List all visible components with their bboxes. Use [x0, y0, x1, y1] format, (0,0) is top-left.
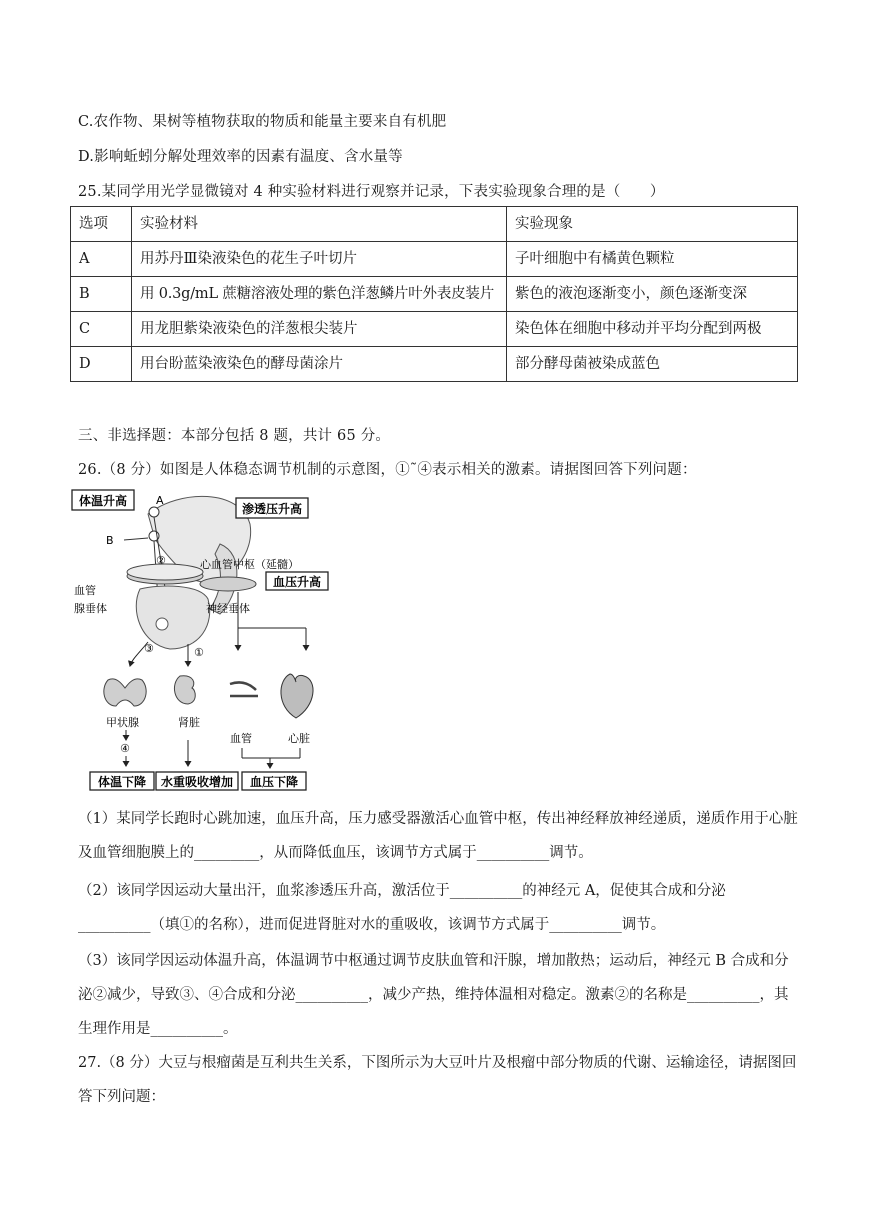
kidney-shape — [174, 676, 195, 704]
row-a-phenomenon: 子叶细胞中有橘黄色颗粒 — [507, 242, 798, 277]
row-c-phenomenon: 染色体在细胞中移动并平均分配到两极 — [507, 312, 798, 347]
option-c-text: C.农作物、果树等植物获取的物质和能量主要来自有机肥 — [78, 114, 447, 130]
row-a-option: A — [71, 242, 132, 277]
table-header-row — [71, 207, 798, 242]
homeostasis-diagram — [70, 484, 332, 794]
label-num2: ② — [156, 554, 166, 567]
question-26-intro: 26.（8 分）如图是人体稳态调节机制的示意图，①˜④表示相关的激素。请据图回答下列问题： — [78, 462, 697, 478]
pituitary-shape — [136, 586, 209, 649]
svg-text:体温下降: 体温下降 — [97, 775, 147, 789]
table-row — [71, 277, 798, 312]
label-vessel2: 血管 — [230, 732, 252, 745]
label-num3: ③ — [144, 642, 154, 655]
question-25: 25.某同学用光学显微镜对 4 种实验材料进行观察并记录，下表实验现象合理的是（ ） — [78, 184, 665, 200]
question-26-part-3: （3）该同学因运动体温升高，体温调节中枢通过调节皮肤血管和汗腺，增加散热；运动后，神经元 B 合成和分泌②减少，导致③、④合成和分泌__________，减少产热，维持体温相对稳定。激素②的名称是__________，其生理作用是__________。 — [78, 953, 789, 1037]
row-c-material: 用龙胆紫染液染色的洋葱根尖装片 — [132, 312, 507, 347]
label-num1: ① — [194, 646, 204, 659]
header-option: 选项 — [71, 207, 132, 242]
label-center: 心血管中枢（延髓） — [200, 558, 299, 571]
row-d-option: D — [71, 347, 132, 382]
label-neuro-pituitary: 神经垂体 — [206, 602, 250, 615]
label-num4: ④ — [120, 742, 130, 755]
svg-text:体温升高: 体温升高 — [78, 494, 128, 508]
experiment-table — [70, 206, 798, 382]
table-row — [71, 312, 798, 347]
table-row — [71, 242, 798, 277]
row-d-phenomenon: 部分酵母菌被染成蓝色 — [507, 347, 798, 382]
heart-shape — [281, 674, 313, 718]
label-heart: 心脏 — [288, 732, 310, 745]
header-phenomenon: 实验现象 — [507, 207, 798, 242]
header-material: 实验材料 — [132, 207, 507, 242]
label-b: B — [106, 534, 114, 547]
table-row — [71, 347, 798, 382]
neuron-a — [149, 507, 159, 517]
row-a-material: 用苏丹Ⅲ染液染色的花生子叶切片 — [132, 242, 507, 277]
row-d-material: 用台盼蓝染液染色的酵母菌涂片 — [132, 347, 507, 382]
svg-text:血压升高: 血压升高 — [272, 575, 322, 589]
question-26-part-2: （2）该同学因运动大量出汗，血浆渗透压升高，激活位于__________的神经元 A，促使其合成和分泌__________（填①的名称），进而促进肾脏对水的重吸收，该调节方式属于__________调节。 — [78, 883, 726, 933]
svg-text:血压下降: 血压下降 — [249, 775, 299, 789]
center-disc — [200, 577, 256, 591]
row-b-material: 用 0.3g/mL 蔗糖溶液处理的紫色洋葱鳞片叶外表皮装片 — [132, 277, 507, 312]
label-pituitary: 腺垂体 — [74, 602, 107, 615]
label-kidney: 肾脏 — [178, 716, 200, 729]
svg-text:水重吸收增加: 水重吸收增加 — [160, 775, 234, 789]
label-thyroid: 甲状腺 — [106, 716, 139, 729]
label-vessel: 血管 — [74, 584, 96, 597]
question-26-part-1: （1）某同学长跑时心跳加速，血压升高，压力感受器激活心血管中枢，传出神经释放神经递质，递质作用于心脏及血管细胞膜上的_________，从而降低血压，该调节方式属于__________调节。 — [78, 811, 798, 861]
thyroid-shape — [104, 679, 146, 706]
section-3-heading: 三、非选择题：本部分包括 8 题，共计 65 分。 — [78, 428, 391, 444]
option-d-text: D.影响蚯蚓分解处理效率的因素有温度、含水量等 — [78, 149, 403, 165]
row-c-option: C — [71, 312, 132, 347]
row-b-phenomenon: 紫色的液泡逐渐变小，颜色逐渐变深 — [507, 277, 798, 312]
label-a: A — [156, 494, 164, 507]
vessel-shape — [230, 682, 258, 696]
row-b-option: B — [71, 277, 132, 312]
svg-text:渗透压升高: 渗透压升高 — [241, 502, 303, 516]
question-27-intro: 27.（8 分）大豆与根瘤菌是互利共生关系，下图所示为大豆叶片及根瘤中部分物质的代谢、运输途径，请据图回答下列问题： — [78, 1055, 797, 1105]
